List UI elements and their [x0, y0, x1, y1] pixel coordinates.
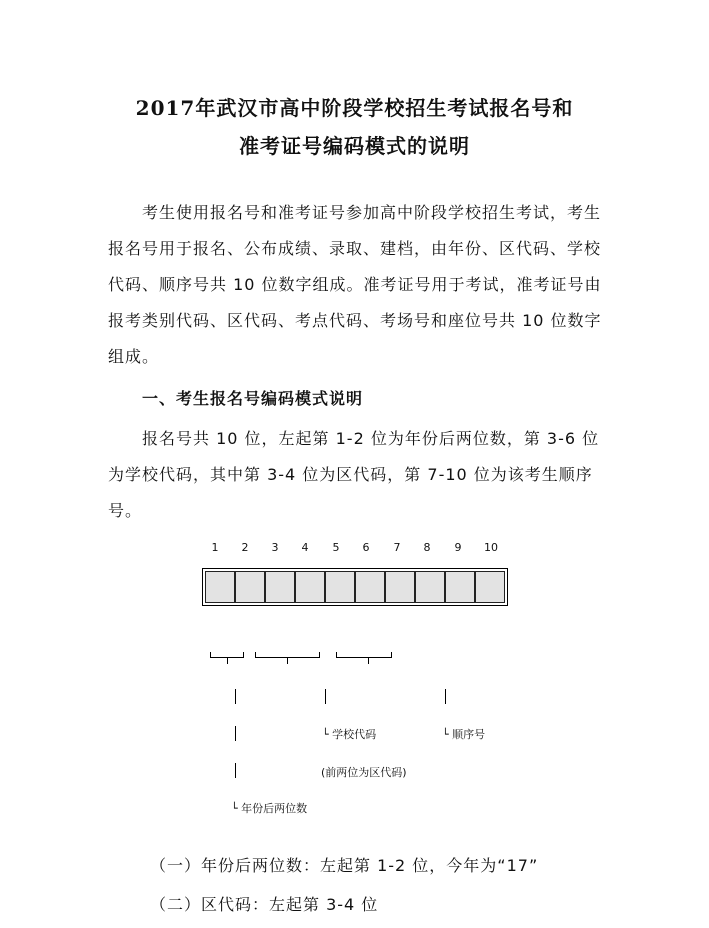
- year-marker: [235, 689, 236, 704]
- document-title-line-2: 准考证号编码模式的说明: [239, 134, 470, 158]
- document-title-line-1: 2017年武汉市高中阶段学校招生考试报名号和: [135, 96, 574, 120]
- year-marker: [235, 726, 236, 741]
- district-code-note: (前两位为区代码): [321, 766, 407, 779]
- position-number: 6: [362, 541, 370, 554]
- sequence-label: └ 顺序号: [442, 728, 486, 741]
- year-marker: [235, 763, 236, 778]
- position-number: 8: [423, 541, 431, 554]
- position-number: 1: [211, 541, 219, 554]
- section-1-heading: 一、考生报名号编码模式说明: [142, 389, 364, 408]
- intro-paragraph: 考生使用报名号和准考证号参加高中阶段学校招生考试，考生报名号用于报名、公布成绩、录取、建档，由年份、区代码、学校代码、顺序号共 10 位数字组成。准考证号用于考试，准考证号由报考类别代码、区代码、考点代码、考场号和座位号共 10 位数字组成。: [108, 203, 602, 366]
- position-number: 5: [332, 541, 340, 554]
- item-district: （二）区代码：左起第 3-4 位: [150, 895, 379, 914]
- section-1-body: 报名号共 10 位，左起第 1-2 位为年份后两位数，第 3-6 位为学校代码，其中第 3-4 位为区代码，第 7-10 位为该考生顺序号。: [108, 429, 600, 520]
- year-label: └ 年份后两位数: [231, 802, 308, 815]
- school-code-label: └ 学校代码: [322, 728, 377, 741]
- position-number: 7: [393, 541, 401, 554]
- position-number: 2: [241, 541, 249, 554]
- position-number: 9: [454, 541, 462, 554]
- item-year: （一）年份后两位数：左起第 1-2 位，今年为“17”: [150, 856, 539, 875]
- school-marker: [325, 689, 326, 704]
- position-number: 3: [271, 541, 279, 554]
- sequence-marker: [445, 689, 446, 704]
- position-number: 10: [484, 541, 498, 554]
- position-number: 4: [301, 541, 309, 554]
